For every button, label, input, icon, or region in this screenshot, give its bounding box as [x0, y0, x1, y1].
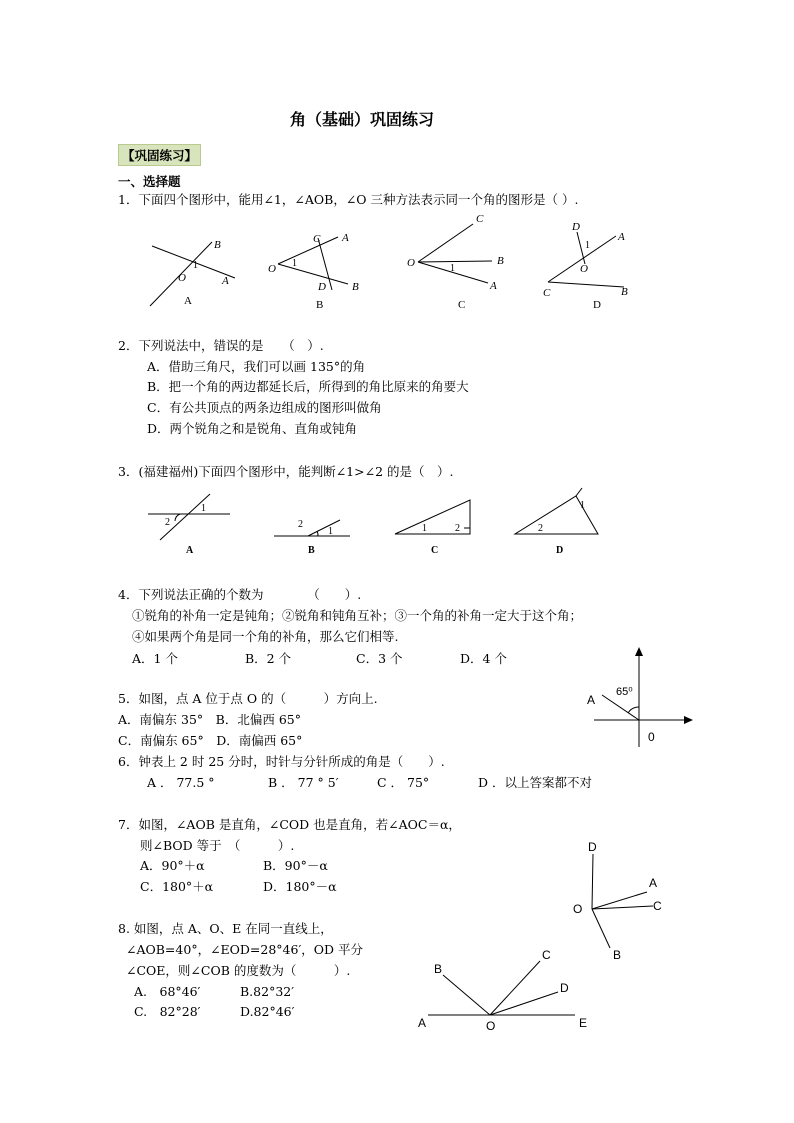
q1c-label-o: O — [407, 257, 415, 269]
q1-figure-a — [150, 239, 235, 307]
q6-option-a: A ． 77.5 ° — [147, 775, 215, 790]
q3-figure-d — [515, 488, 598, 556]
q8-text-line-3: ∠COE，则∠COB 的度数为（ ）. — [126, 963, 351, 978]
q4-statement-line-2: ④如果两个角是同一个角的补角，那么它们相等. — [132, 629, 399, 644]
q1a-caption: A — [184, 295, 192, 307]
q1b-label-b: B — [352, 281, 359, 293]
q8-text-line-2: ∠AOB=40°，∠EOD=28°46′，OD 平分 — [126, 942, 364, 957]
q3c-label-1: 1 — [422, 523, 427, 534]
q7-label-d: D — [588, 840, 597, 854]
question-7-text: 7．如图，∠AOB 是直角，∠COD 也是直角，若∠AOC＝α， — [118, 817, 461, 832]
q2-option-d: D．两个锐角之和是锐角、直角或钝角 — [147, 421, 358, 436]
q3c-label-2: 2 — [455, 523, 460, 534]
q1b-label-1: 1 — [292, 258, 297, 269]
q1a-label-b: B — [214, 239, 221, 251]
q7-label-c: C — [653, 899, 662, 913]
q7-option-a: A．90°＋α — [140, 858, 205, 873]
q1d-label-a: A — [618, 231, 625, 243]
q8-label-o: O — [486, 1019, 496, 1033]
q7-option-c: C．180°＋α — [140, 879, 214, 894]
q1c-label-c: C — [476, 213, 484, 225]
q8-label-b: B — [434, 962, 443, 976]
q1b-label-a: A — [342, 232, 349, 244]
q4-option-d: D．4 个 — [460, 651, 507, 666]
question-8-text: 8. 如图，点 A、O、E 在同一直线上， — [118, 921, 333, 936]
q2-option-a: A．借助三角尺，我们可以画 135°的角 — [147, 359, 366, 374]
q4-option-c: C．3 个 — [356, 651, 403, 666]
q3b-label-2: 2 — [298, 519, 303, 530]
q3d-caption: D — [556, 545, 564, 556]
q1-figure-b — [268, 232, 359, 311]
q3a-label-1: 1 — [201, 503, 206, 514]
q1-figure-c — [407, 213, 504, 311]
q4-statement-line-1: ①锐角的补角一定是钝角；②锐角和钝角互补；③一个角的补角一定大于这个角； — [132, 608, 583, 623]
q5-label-o: 0 — [648, 730, 655, 744]
q1d-caption: D — [593, 299, 601, 311]
q5-label-a: A — [587, 693, 596, 707]
q8-label-e: E — [579, 1016, 588, 1030]
q1d-label-b: B — [621, 286, 628, 298]
q5-options-ab: A．南偏东 35° B．北偏西 65° — [118, 712, 301, 727]
q3-figure-a — [148, 494, 230, 556]
q1-figure-d — [543, 221, 628, 311]
q1c-caption: C — [458, 299, 466, 311]
q6-option-c: C ． 75° — [377, 775, 430, 790]
q8-option-a: A. 68°46′ — [134, 984, 201, 999]
q1b-label-d: D — [318, 281, 326, 293]
q6-option-b: B ． 77 ° 5′ — [268, 775, 339, 790]
q1a-label-a: A — [222, 275, 229, 287]
q8-figure — [410, 945, 600, 1035]
q1c-label-b: B — [497, 255, 504, 267]
q5-figure — [580, 645, 700, 750]
question-1-text: 1．下面四个图形中，能用∠1，∠AOB，∠O 三种方法表示同一个角的图形是（ ）. — [118, 192, 579, 207]
q1c-label-1: 1 — [450, 263, 455, 274]
q3b-label-1: 1 — [328, 526, 333, 537]
page-title: 角（基础）巩固练习 — [290, 110, 435, 129]
q1b-label-c: C — [313, 233, 321, 245]
q8-label-c: C — [542, 948, 551, 962]
q3c-caption: C — [431, 545, 439, 556]
q2-option-c: C．有公共顶点的两条边组成的图形叫做角 — [147, 400, 382, 415]
q3a-caption: A — [186, 545, 194, 556]
q1d-label-1: 1 — [585, 240, 590, 251]
q6-option-d: D ．以上答案都不对 — [478, 775, 592, 790]
q4-option-a: A．1 个 — [132, 651, 178, 666]
q1d-label-c: C — [543, 287, 551, 299]
question-3-text: 3．(福建福州)下面四个图形中，能判断∠1>∠2 的是（ ）. — [118, 464, 454, 479]
q7-option-d: D．180°－α — [263, 879, 337, 894]
q1d-label-o: O — [580, 263, 588, 275]
q1a-label-1: 1 — [193, 260, 198, 271]
q3-figures — [140, 490, 620, 560]
question-2-text: 2．下列说法中，错误的是 （ ）. — [118, 338, 324, 353]
question-4-text: 4．下列说法正确的个数为 （ ）. — [118, 587, 362, 602]
q1a-label-o: O — [178, 272, 186, 284]
q3-figure-c — [395, 500, 470, 556]
section-heading: 一、选择题 — [118, 174, 181, 189]
q7-text-line-2: 则∠BOD 等于 （ ）. — [140, 838, 295, 853]
q7-label-b: B — [613, 948, 622, 962]
q4-option-b: B．2 个 — [245, 651, 292, 666]
question-6-text: 6．钟表上 2 时 25 分时，时针与分针所成的角是（ ）. — [118, 754, 445, 769]
q1d-label-d: D — [572, 221, 580, 233]
q7-option-b: B．90°－α — [263, 858, 328, 873]
q8-option-c: C. 82°28′ — [134, 1004, 201, 1019]
q5-options-cd: C．南偏东 65° D．南偏西 65° — [118, 733, 303, 748]
q8-option-d: D.82°46′ — [240, 1004, 295, 1019]
q1b-label-o: O — [268, 263, 276, 275]
q3d-label-1: 1 — [580, 500, 585, 511]
q7-label-a: A — [649, 876, 658, 890]
q7-label-o: O — [573, 902, 583, 916]
q3-figure-b — [274, 519, 350, 556]
q1b-caption: B — [316, 299, 324, 311]
q5-label-angle: 65⁰ — [616, 686, 633, 698]
q3a-label-2: 2 — [165, 517, 170, 528]
q2-option-b: B．把一个角的两边都延长后，所得到的角比原来的角要大 — [147, 379, 469, 394]
q1c-label-a: A — [490, 280, 497, 292]
q8-label-d: D — [560, 981, 569, 995]
q8-label-a: A — [418, 1016, 427, 1030]
q3d-label-2: 2 — [538, 523, 543, 534]
q8-option-b: B.82°32′ — [240, 984, 295, 999]
section-badge: 【巩固练习】 — [118, 144, 201, 166]
q1-figures — [140, 213, 660, 316]
q3b-caption: B — [308, 545, 315, 556]
question-5-text: 5．如图，点 A 位于点 O 的（ ）方向上. — [118, 691, 378, 706]
